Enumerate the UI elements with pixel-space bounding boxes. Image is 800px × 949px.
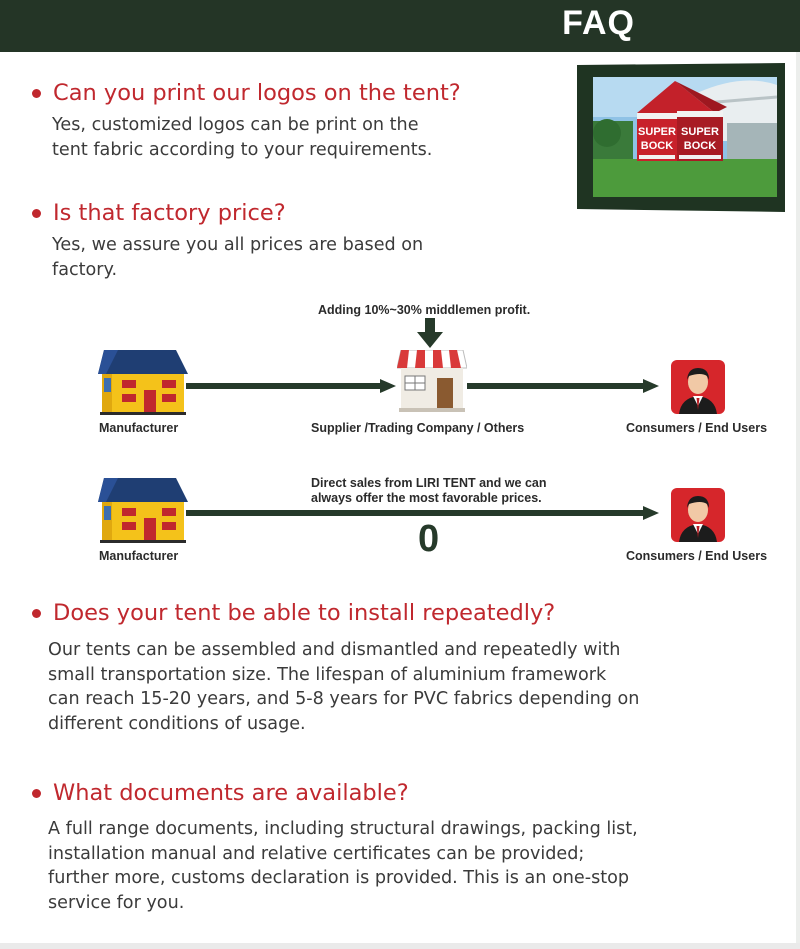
bullet-icon	[32, 89, 41, 98]
tent-photo	[577, 63, 785, 212]
manufacturer-label: Manufacturer	[99, 549, 179, 563]
faq-answer-4	[48, 817, 638, 915]
answer-line: Yes, we assure you all prices are based on	[52, 235, 424, 255]
shop-icon	[397, 350, 467, 412]
arrow-to-supplier	[186, 379, 396, 393]
direct-note-line: Direct sales from LIRI TENT and we can	[311, 476, 547, 490]
answer-line: A full range documents, including structural drawings, packing list,	[48, 819, 638, 839]
consumer-label: Consumers / End Users	[626, 549, 768, 563]
question-text: Can you print our logos on the tent?	[53, 80, 461, 106]
faq-question-4	[32, 780, 409, 806]
tent-banner-text: SUPER	[681, 126, 719, 138]
direct-note-line: always offer the most favorable prices.	[311, 491, 542, 505]
answer-line: different conditions of usage.	[48, 713, 306, 734]
answer-line: small transportation size. The lifespan of aluminium framework	[48, 664, 607, 685]
answer-line: can reach 15-20 years, and 5-8 years for PVC fabrics depending on	[48, 689, 640, 709]
answer-line: further more, customs declaration is provided. This is an one-stop	[48, 868, 630, 888]
down-arrow-icon	[417, 318, 443, 348]
faq-question-3	[32, 600, 555, 626]
bullet-icon	[32, 209, 41, 218]
direct-markup-value: 0	[418, 518, 440, 560]
tent-banner-text: BOCK	[640, 140, 674, 152]
answer-line: service for you.	[48, 892, 185, 913]
answer-line: installation manual and relative certificates can be provided;	[48, 843, 585, 864]
bullet-icon	[32, 789, 41, 798]
tent-banner-text: BOCK	[683, 140, 717, 152]
arrow-to-consumer	[467, 379, 659, 393]
bullet-icon	[32, 609, 41, 618]
faq-question-2	[32, 200, 286, 226]
factory-house-icon	[98, 350, 188, 415]
question-text: Does your tent be able to install repeatedly?	[53, 600, 556, 626]
supplier-label: Supplier /Trading Company / Others	[311, 421, 525, 435]
bottom-divider	[0, 943, 800, 949]
direct-sales-note	[311, 476, 546, 506]
question-text: What documents are available?	[53, 780, 409, 806]
factory-house-icon	[98, 478, 188, 543]
middlemen-note: Adding 10%~30% middlemen profit.	[318, 303, 531, 317]
consumer-label: Consumers / End Users	[626, 421, 768, 435]
faq-answer-1	[52, 113, 432, 162]
answer-line: Yes, customized logos can be print on the	[52, 115, 419, 135]
consumer-person-icon	[671, 360, 725, 414]
page-title: FAQ	[562, 4, 635, 42]
answer-line: Our tents can be assembled and dismantled and repeatedly with	[48, 640, 621, 660]
manufacturer-label: Manufacturer	[99, 421, 179, 435]
question-text: Is that factory price?	[53, 200, 286, 226]
faq-answer-3	[48, 638, 639, 736]
faq-question-1	[32, 80, 461, 106]
right-edge-strip	[796, 52, 800, 949]
header-bar	[0, 0, 800, 52]
answer-line: tent fabric according to your requirements.	[52, 139, 433, 160]
tent-banner-text: SUPER	[638, 126, 676, 138]
consumer-person-icon	[671, 488, 725, 542]
faq-answer-2	[52, 233, 423, 282]
answer-line: factory.	[52, 259, 118, 280]
